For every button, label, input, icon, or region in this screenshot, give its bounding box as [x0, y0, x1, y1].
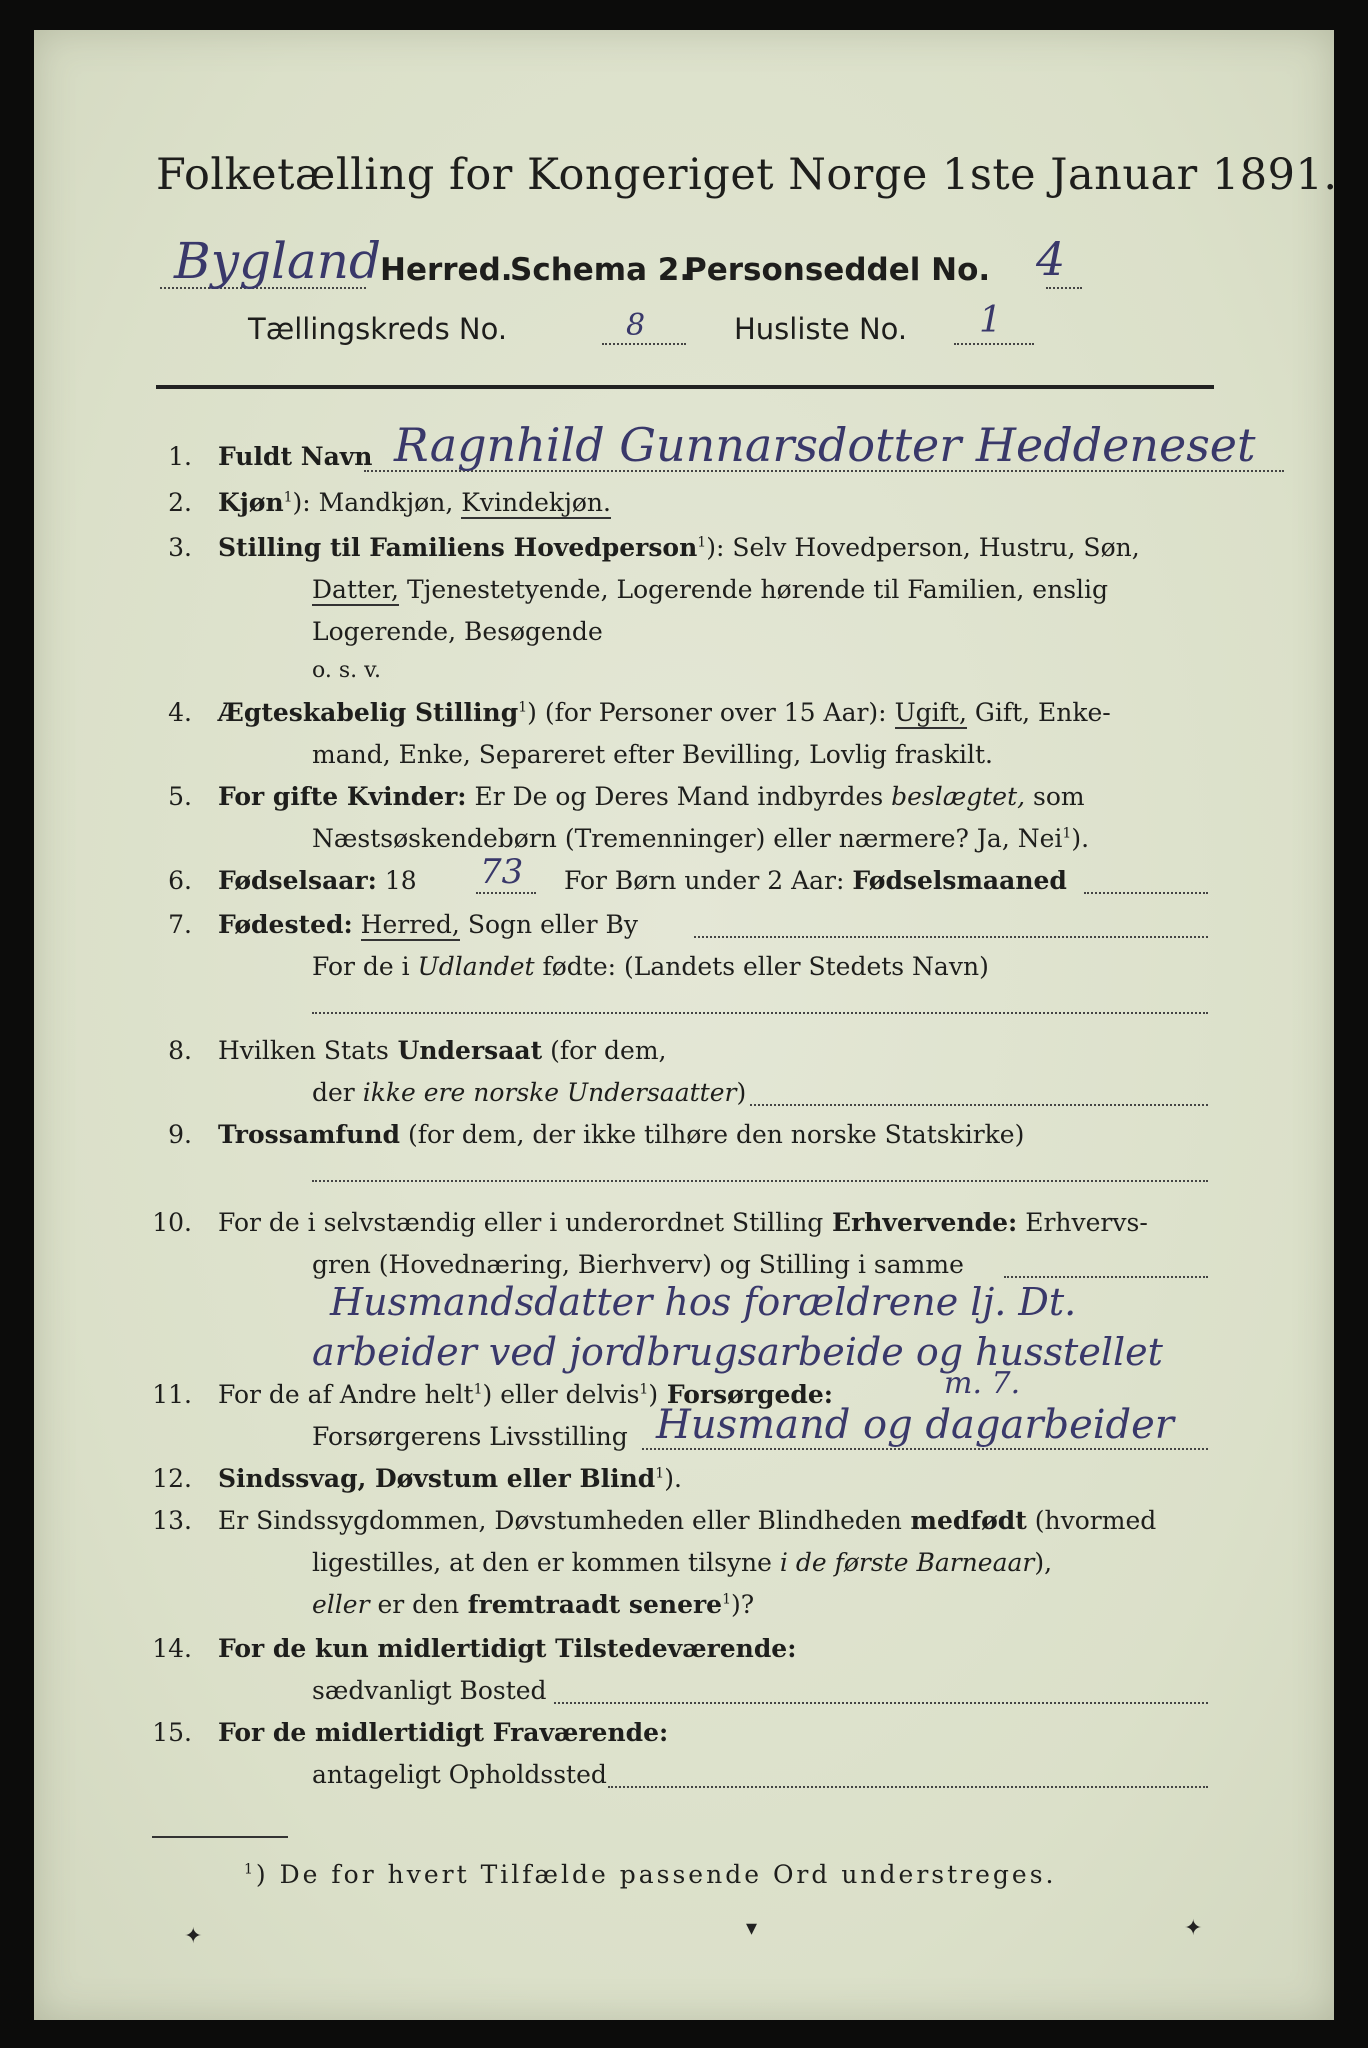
item-7-dots — [694, 936, 1208, 938]
header-rule — [156, 385, 1214, 389]
footnote — [244, 1860, 1056, 1889]
item-3-line-3: Logerende, Besøgende — [312, 617, 603, 646]
item-10-line-1 — [218, 1208, 1148, 1237]
footnote-rule — [152, 1836, 288, 1838]
item-14-number: 14. — [152, 1634, 192, 1663]
item-2-sup: 1 — [283, 489, 293, 506]
item-3-l2: Tjenestetyende, Logerende hørende til Familien, enslig — [399, 575, 1109, 604]
item-6-label-wrap — [218, 866, 417, 895]
item-5-l1b: som — [1025, 782, 1085, 811]
item-10-dots — [1004, 1276, 1208, 1278]
husliste-value: 1 — [979, 300, 1002, 341]
item-6-l1: For Børn under 2 Aar: — [564, 866, 845, 895]
item-13-l2b: ), — [1034, 1548, 1053, 1577]
item-6-line-1 — [564, 866, 1067, 895]
item-6-label: Fødselsaar: — [218, 866, 377, 895]
item-13-number: 13. — [152, 1506, 192, 1535]
item-4-l1a: ) (for Personer over 15 Aar): — [527, 698, 887, 727]
item-13-l2i: i de første Barneaar — [771, 1548, 1035, 1577]
item-3-selected: Datter, — [312, 575, 399, 604]
husliste-dots — [954, 343, 1034, 345]
item-3-sup: 1 — [697, 534, 707, 551]
item-10-line-2: gren (Hovednæring, Bierhverv) og Stilling i samme — [312, 1250, 964, 1279]
item-7-l2i: Udlandet — [417, 952, 535, 981]
item-8-l1b: (for dem, — [542, 1036, 667, 1065]
item-7-line-2 — [312, 952, 989, 981]
kreds-label: Tællingskreds No. — [248, 312, 508, 346]
item-2-text — [218, 488, 611, 517]
registration-mark-center: ▾ — [746, 1916, 758, 1941]
item-13-l1b: (hvormed — [1026, 1506, 1157, 1535]
item-8-line-2 — [312, 1078, 746, 1107]
item-4-label: Ægteskabelig Stilling — [218, 698, 519, 727]
item-10-value-1: Husmandsdatter hos forældrene lj. Dt. — [330, 1280, 1077, 1324]
item-10-number: 10. — [152, 1208, 192, 1237]
item-5-l2: Næstsøskendebørn (Tremenninger) eller nærmere? Ja, Nei — [312, 824, 1063, 853]
item-5-l1a: Er De og Deres Mand indbyrdes — [466, 782, 884, 811]
item-4-line-1 — [218, 698, 1111, 727]
item-11-line-2: Forsørgerens Livsstilling — [312, 1422, 628, 1451]
herred-value: Bygland — [174, 232, 382, 290]
item-1-value: Ragnhild Gunnarsdotter Heddeneset — [394, 418, 1256, 472]
item-13-l3end: )? — [731, 1590, 755, 1619]
item-11-sup-2: 1 — [639, 1381, 649, 1398]
item-12-line-1 — [218, 1464, 682, 1493]
item-4-sup: 1 — [518, 699, 528, 716]
item-3-l1: ): Selv Hovedperson, Hustru, Søn, — [706, 533, 1140, 562]
item-15-dots — [608, 1786, 1208, 1788]
item-9-label: Trossamfund — [218, 1120, 401, 1149]
item-9-l1: (for dem, der ikke tilhøre den norske Statskirke) — [400, 1120, 1025, 1149]
item-14-line-2: sædvanligt Bosted — [312, 1676, 547, 1705]
item-13-line-2 — [312, 1548, 1052, 1577]
item-7-selected: Herred, — [360, 910, 460, 939]
item-5-line-2 — [312, 824, 1089, 853]
item-7-dots-2 — [312, 1012, 1208, 1014]
item-12-end: ). — [664, 1464, 682, 1493]
item-4-selected: Ugift, — [894, 698, 967, 727]
item-6-dots — [476, 892, 536, 894]
item-8-dots — [750, 1104, 1208, 1106]
form-title: Folketælling for Kongeriget Norge 1ste Januar 1891. — [156, 150, 1338, 200]
item-6-value: 73 — [480, 852, 524, 892]
item-11-l1a: For de af Andre helt — [218, 1380, 474, 1409]
item-4-line-2: mand, Enke, Separeret efter Bevilling, Lovlig fraskilt. — [312, 740, 993, 769]
item-7-l2a: For de i — [312, 952, 410, 981]
item-11-label: Forsørgede: — [658, 1380, 833, 1409]
item-7-l2b: fødte: (Landets eller Stedets Navn) — [534, 952, 989, 981]
item-11-dots — [642, 1448, 1208, 1450]
item-13-label: medfødt — [901, 1506, 1027, 1535]
item-3-number: 3. — [168, 533, 192, 562]
footnote-sup: 1 — [244, 1861, 256, 1878]
kreds-dots — [602, 343, 686, 345]
item-7-number: 7. — [168, 910, 192, 939]
item-8-number: 8. — [168, 1036, 192, 1065]
item-1-label: Fuldt Navn — [218, 442, 373, 471]
item-10-label: Erhvervende: — [823, 1208, 1018, 1237]
item-15-number: 15. — [152, 1718, 192, 1747]
item-5-l1i: beslægtet, — [891, 782, 1026, 811]
item-8-label: Undersaat — [388, 1036, 543, 1065]
item-12-sup: 1 — [655, 1465, 665, 1482]
item-11-sup: 1 — [473, 1381, 483, 1398]
item-11-l1c: ) — [648, 1380, 659, 1409]
item-14-dots — [554, 1702, 1208, 1704]
item-1-number: 1. — [168, 442, 192, 471]
item-2-label: Kjøn — [218, 488, 284, 517]
item-12-label: Sindssvag, Døvstum eller Blind — [218, 1464, 656, 1493]
item-4-l1b: Gift, Enke- — [966, 698, 1111, 727]
item-11-l1b: ) eller delvis — [482, 1380, 640, 1409]
item-3-label: Stilling til Familiens Hovedperson — [218, 533, 698, 562]
item-9-dots — [312, 1180, 1208, 1182]
item-2-rest: ): Mandkjøn, — [292, 488, 454, 517]
item-3-line-1 — [218, 533, 1140, 562]
item-2-number: 2. — [168, 488, 192, 517]
item-13-l2a: ligestilles, at den er kommen tilsyne — [312, 1548, 772, 1577]
item-15-line-2: antageligt Opholdssted — [312, 1760, 607, 1789]
item-5-label: For gifte Kvinder: — [218, 782, 467, 811]
item-11-value: Husmand og dagarbeider — [656, 1402, 1174, 1448]
item-8-l2b: ) — [736, 1078, 747, 1107]
personseddel-value: 4 — [1036, 232, 1066, 286]
item-8-l2i: ikke ere norske Undersaatter — [354, 1078, 737, 1107]
item-13-l1a: Er Sindssygdommen, Døvstumheden eller Blindheden — [218, 1506, 902, 1535]
item-10-l1b: Erhvervs- — [1017, 1208, 1148, 1237]
item-8-line-1 — [218, 1036, 667, 1065]
item-11-number: 11. — [152, 1380, 192, 1409]
item-7-label: Fødested: — [218, 910, 353, 939]
registration-mark-right: ✦ — [1184, 1916, 1203, 1941]
item-15-label: For de midlertidigt Fraværende: — [218, 1718, 669, 1747]
item-7-l1: Sogn eller By — [459, 910, 639, 939]
item-11-note: m. 7. — [944, 1366, 1021, 1401]
item-2-selected: Kvindekjøn. — [461, 488, 611, 517]
husliste-label: Husliste No. — [734, 312, 908, 346]
item-9-line-1 — [218, 1120, 1024, 1149]
item-5-number: 5. — [168, 782, 192, 811]
item-4-number: 4. — [168, 698, 192, 727]
kreds-value: 8 — [626, 308, 646, 343]
personseddel-dots — [1046, 287, 1082, 289]
item-13-line-3 — [312, 1590, 754, 1619]
item-8-l1a: Hvilken Stats — [218, 1036, 389, 1065]
item-6-number: 6. — [168, 866, 192, 895]
census-form — [34, 30, 1338, 2020]
item-12-number: 12. — [152, 1464, 192, 1493]
schema-label: Schema 2. — [510, 252, 692, 288]
item-10-l1a: For de i selvstændig eller i underordnet Stilling — [218, 1208, 824, 1237]
item-13-sup: 1 — [722, 1591, 731, 1608]
item-6-dots-2 — [1084, 892, 1208, 894]
item-13-line-1 — [218, 1506, 1156, 1535]
item-6-prefix: 18 — [376, 866, 417, 895]
item-8-l2a: der — [312, 1078, 355, 1107]
item-13-l3i: eller — [312, 1590, 370, 1619]
item-5-line-1 — [218, 782, 1085, 811]
item-14-label: For de kun midlertidigt Tilstedeværende: — [218, 1634, 797, 1663]
personseddel-label: Personseddel No. — [684, 252, 991, 288]
registration-mark-left: ✦ — [184, 1924, 203, 1949]
item-13-l3a: er den — [369, 1590, 460, 1619]
herred-label: Herred. — [380, 252, 513, 288]
item-13-l3-label: fremtraadt senere — [459, 1590, 723, 1619]
footnote-text: ) De for hvert Tilfælde passende Ord understreges. — [255, 1860, 1057, 1889]
item-10-value-2: arbeider ved jordbrugsarbeide og husstellet — [312, 1330, 1163, 1374]
item-3-line-4: o. s. v. — [312, 658, 381, 683]
item-3-line-2 — [312, 575, 1108, 604]
item-7-line-1 — [218, 910, 638, 939]
item-6-label-2: Fødselsmaaned — [852, 866, 1067, 895]
item-5-sup: 1 — [1062, 825, 1072, 842]
item-9-number: 9. — [168, 1120, 192, 1149]
item-5-l2end: ). — [1071, 824, 1090, 853]
